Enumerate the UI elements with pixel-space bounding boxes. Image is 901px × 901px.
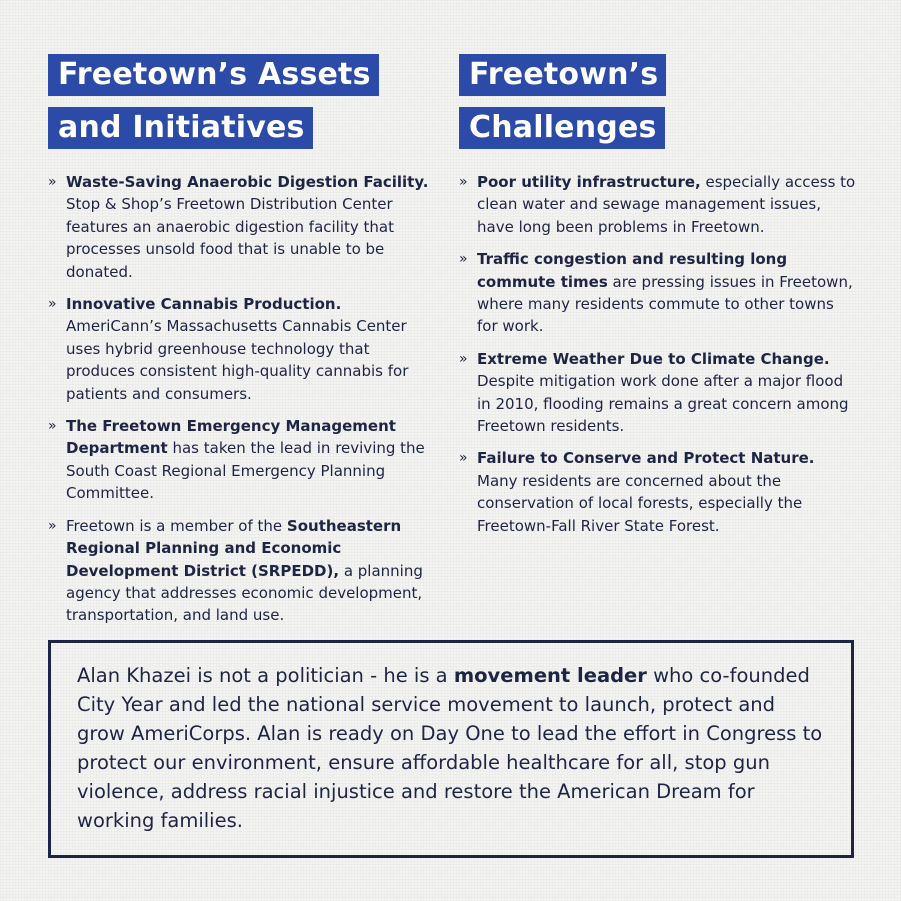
list-item (459, 348, 859, 438)
item-text: AmeriCann’s Massachusetts Cannabis Center uses hybrid greenhouse technology that produces consistent high-quality cannabis for patients and consumers. (66, 317, 409, 403)
assets-column (48, 54, 436, 637)
candidate-bio-box (48, 640, 854, 858)
challenges-column (459, 54, 859, 547)
list-item (459, 171, 859, 238)
item-text: a planning agency that addresses economic development, transportation, and land use. (66, 561, 423, 625)
challenges-heading-line-1: Freetown’s (459, 54, 666, 96)
challenges-heading (459, 54, 859, 149)
item-bold: Innovative Cannabis Production. (66, 295, 342, 314)
bio-text-post: who co-founded City Year and led the national service movement to launch, protect and grow AmeriCorps. Alan is ready on Day One to lead the effort in Congress to protect our environment, ensure affordable healthcare for all, stop gun violence, address racial injustice and restore the American Dream for working families. (77, 664, 823, 832)
assets-heading-line-2: and Initiatives (48, 107, 313, 149)
bio-text-pre: Alan Khazei is not a politician - he is a (77, 664, 454, 687)
challenges-list (459, 171, 859, 537)
assets-heading (48, 54, 436, 149)
list-item (48, 515, 436, 627)
item-bold: Waste-Saving Anaerobic Digestion Facility. (66, 173, 429, 191)
list-item (48, 293, 436, 405)
item-text: are pressing issues in Freetown, where many residents commute to other towns for work. (477, 272, 853, 336)
list-item (459, 248, 859, 338)
item-pre: Freetown is a member of the (66, 516, 287, 535)
assets-heading-line-1: Freetown’s Assets (48, 54, 379, 96)
item-bold: Southeastern Regional Planning and Economic Development District (SRPEDD), (66, 516, 402, 580)
list-item (48, 415, 436, 505)
list-item (48, 171, 436, 283)
challenges-heading-line-2: Challenges (459, 107, 665, 149)
item-text: Despite mitigation work done after a major flood in 2010, flooding remains a great concern among Freetown residents. (477, 372, 849, 436)
list-item (459, 447, 859, 537)
item-bold: The Freetown Emergency Management Department (66, 417, 396, 458)
item-bold: Extreme Weather Due to Climate Change. (477, 349, 830, 368)
item-text: has taken the lead in reviving the South Coast Regional Emergency Planning Committee. (66, 439, 425, 503)
item-text: especially access to clean water and sewage management issues, have long been problems in Freetown. (477, 173, 856, 236)
item-text: Many residents are concerned about the conservation of local forests, especially the Freetown-Fall River State Forest. (477, 471, 803, 535)
item-text: Stop & Shop’s Freetown Distribution Center features an anaerobic digestion facility that processes unsold food that is unable to be donated. (66, 195, 395, 281)
assets-list (48, 171, 436, 627)
item-bold: Traffic congestion and resulting long commute times (477, 250, 788, 291)
bio-highlight: movement leader (453, 664, 647, 687)
item-bold: Failure to Conserve and Protect Nature. (477, 449, 815, 468)
item-bold: Poor utility infrastructure, (477, 173, 701, 191)
